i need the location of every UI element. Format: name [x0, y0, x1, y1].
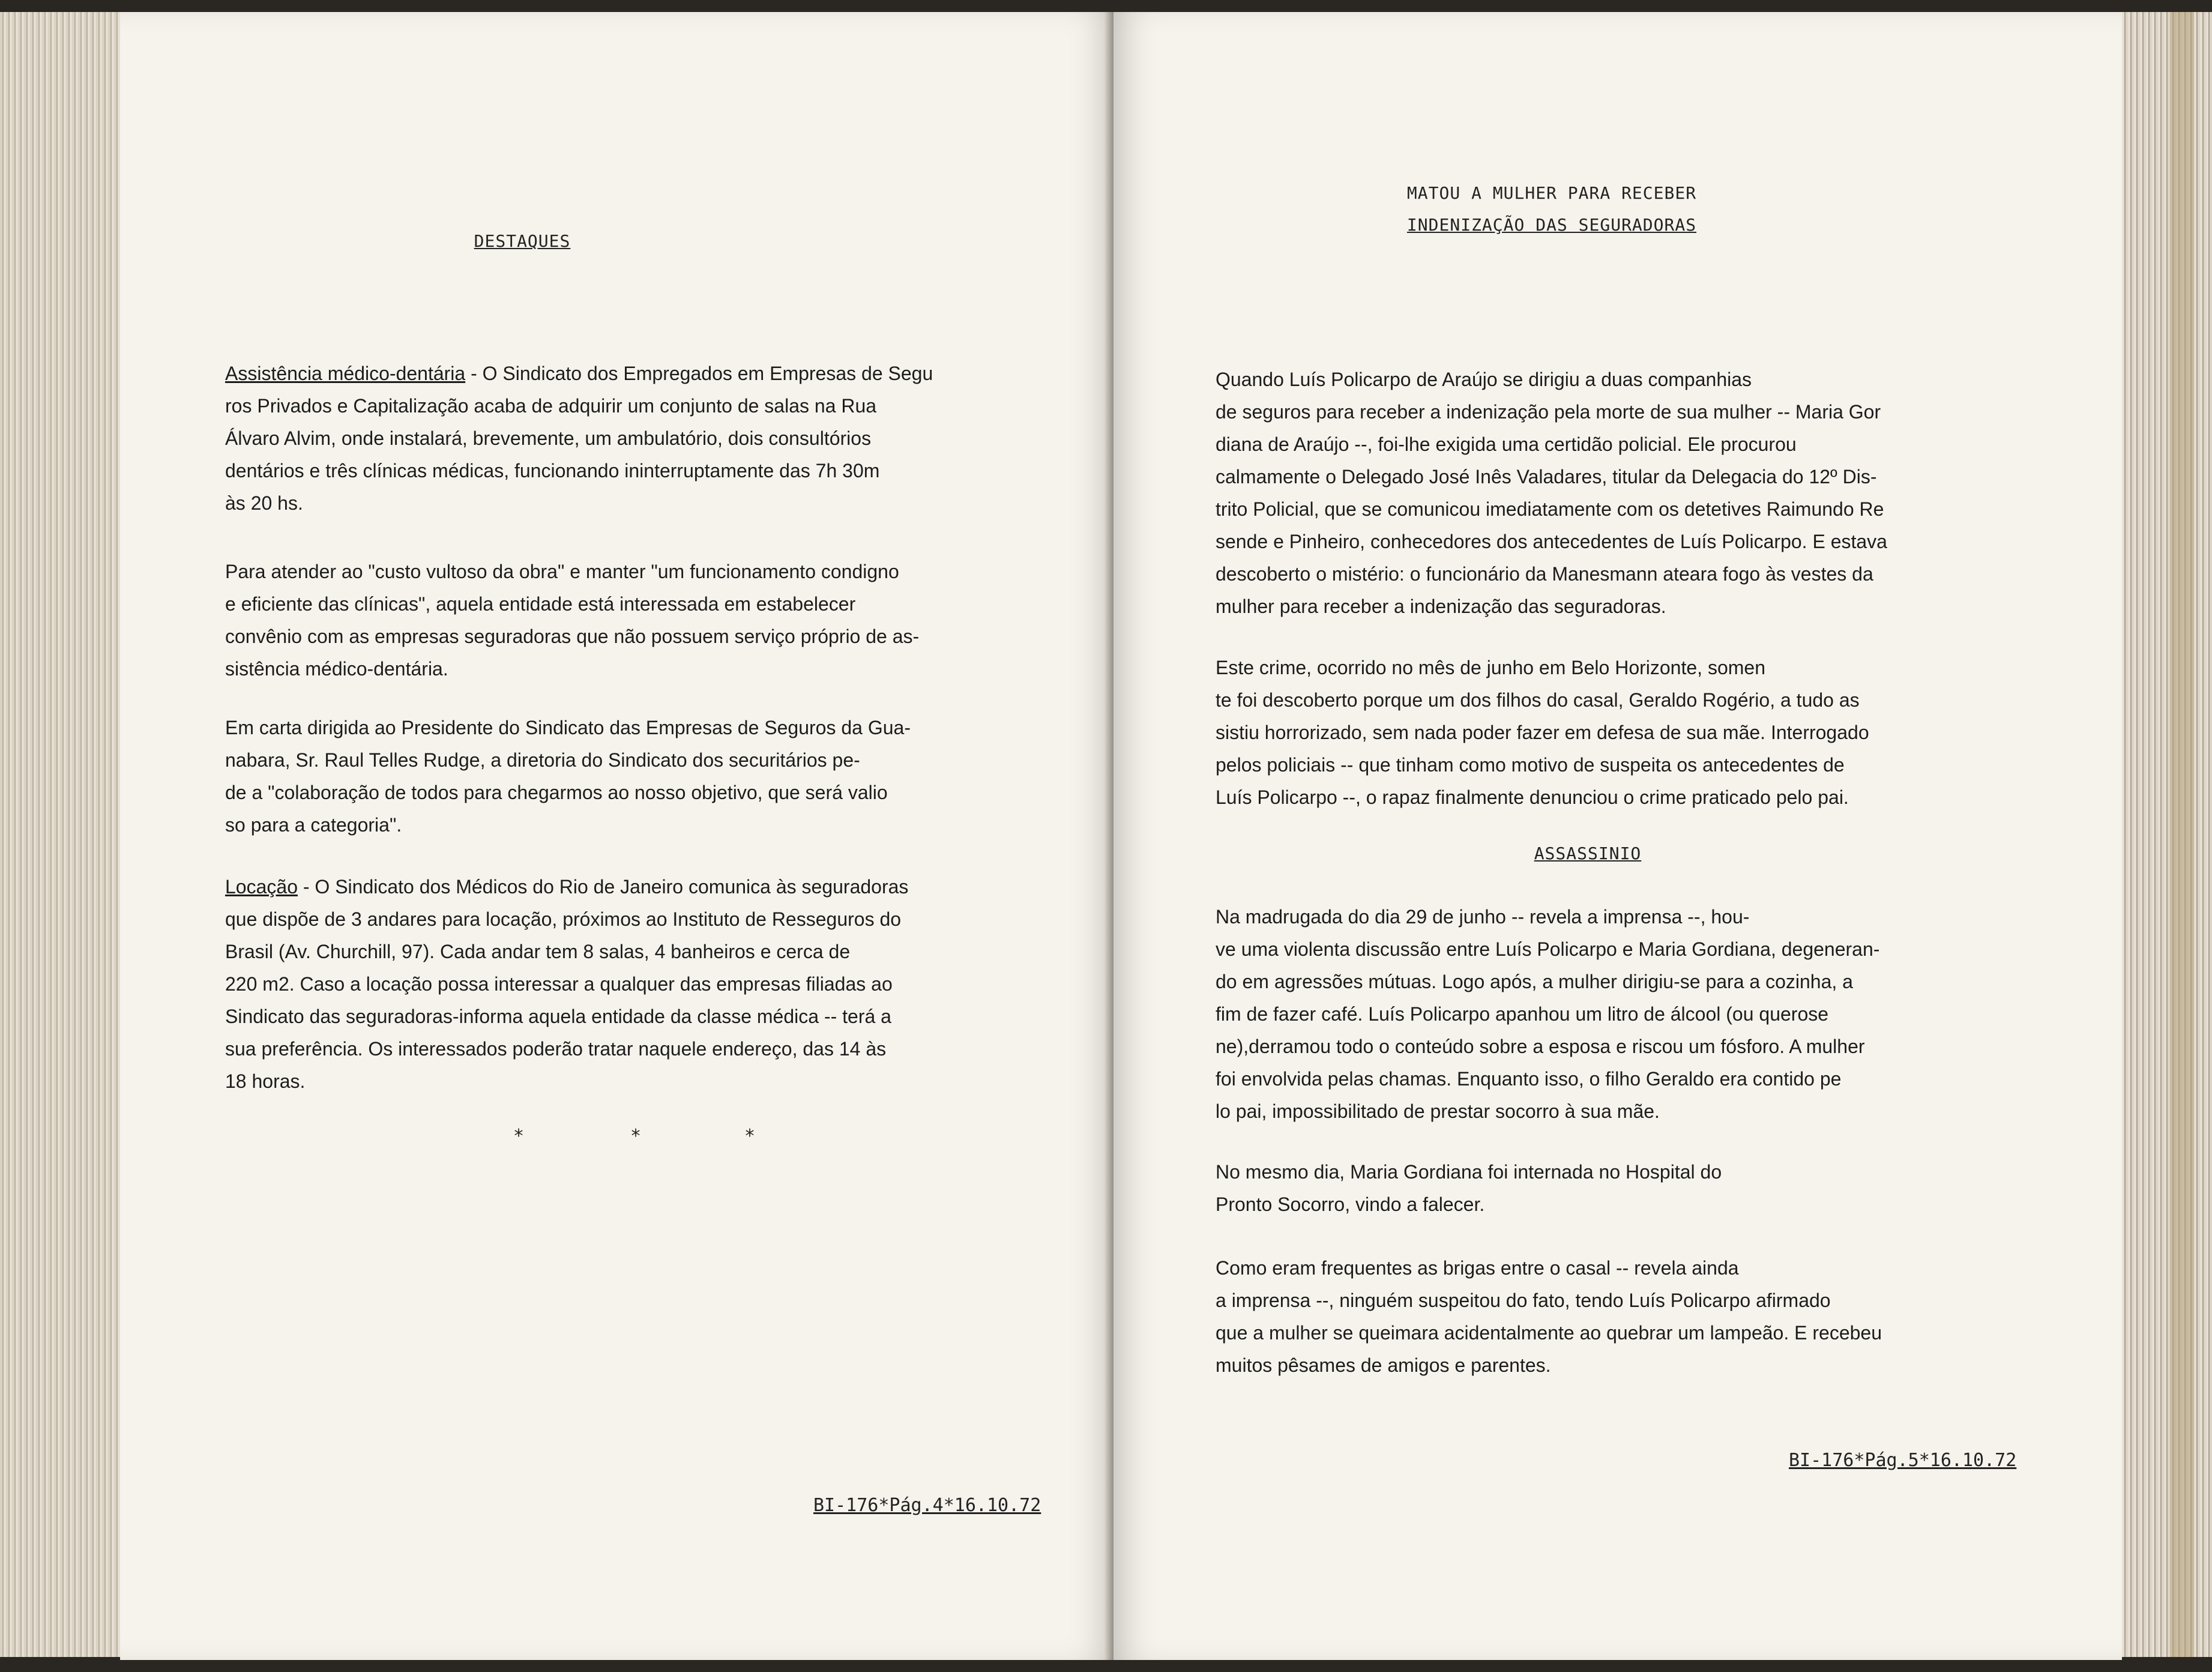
text-line: convênio com as empresas seguradoras que não possuem serviço próprio de as-: [225, 626, 920, 647]
separator-star: *: [513, 1126, 525, 1147]
text-line: Locação - O Sindicato dos Médicos do Rio de Janeiro comunica às seguradoras: [225, 876, 909, 898]
right-page-heading-line2: INDENIZAÇÃO DAS SEGURADORAS: [1406, 215, 1697, 235]
book-page-edges-left: [0, 12, 120, 1657]
text-line: Brasil (Av. Churchill, 97). Cada andar tem 8 salas, 4 banheiros e cerca de: [225, 941, 851, 962]
text-line: diana de Araújo --, foi-lhe exigida uma certidão policial. Ele procurou: [1216, 433, 1797, 455]
paragraph-lead: Assistência médico-dentária: [225, 363, 466, 384]
text-line: do em agressões mútuas. Logo após, a mulher dirigiu-se para a cozinha, a: [1216, 971, 1853, 992]
text-line: pelos policiais -- que tinham como motivo de suspeita os antecedentes de: [1216, 754, 1845, 776]
text-line: No mesmo dia, Maria Gordiana foi internada no Hospital do: [1216, 1161, 1722, 1183]
text-line: lo pai, impossibilitado de prestar socorro à sua mãe.: [1216, 1100, 1660, 1122]
text-line: sende e Pinheiro, conhecedores dos antecedentes de Luís Policarpo. E estava: [1216, 531, 1887, 552]
text-line: Quando Luís Policarpo de Araújo se dirigiu a duas companhias: [1216, 369, 1752, 390]
text-line: mulher para receber a indenização das seguradoras.: [1216, 596, 1666, 617]
left-paragraph-1: [225, 357, 1089, 519]
text-line: que dispõe de 3 andares para locação, próximos ao Instituto de Resseguros do: [225, 908, 902, 930]
text-line: Álvaro Alvim, onde instalará, brevemente, um ambulatório, dois consultórios: [225, 427, 872, 449]
text-line: te foi descoberto porque um dos filhos do casal, Geraldo Rogério, a tudo as: [1216, 689, 1860, 711]
page-footer-left: BI-176*Pág.4*16.10.72: [813, 1495, 1041, 1516]
right-paragraph-4: [1216, 1156, 2086, 1221]
text-line: Pronto Socorro, vindo a falecer.: [1216, 1194, 1485, 1215]
paragraph-lead: Locação: [225, 876, 298, 898]
separator-star: *: [744, 1126, 756, 1147]
text-line: calmamente o Delegado José Inês Valadares, titular da Delegacia do 12º Dis-: [1216, 466, 1877, 487]
left-page-heading: DESTAQUES: [474, 231, 571, 251]
right-page-heading-line1: MATOU A MULHER PARA RECEBER: [1406, 183, 1697, 203]
right-paragraph-5: [1216, 1252, 2086, 1381]
text-line: muitos pêsames de amigos e parentes.: [1216, 1354, 1551, 1376]
left-paragraph-2: [225, 555, 1089, 685]
text-line: nabara, Sr. Raul Telles Rudge, a diretoria do Sindicato dos securitários pe-: [225, 749, 860, 771]
text-line: ve uma violenta discussão entre Luís Policarpo e Maria Gordiana, degeneran-: [1216, 938, 1880, 960]
text-line: foi envolvida pelas chamas. Enquanto isso, o filho Geraldo era contido pe: [1216, 1068, 1842, 1090]
text-line: Luís Policarpo --, o rapaz finalmente denunciou o crime praticado pelo pai.: [1216, 786, 1849, 808]
text-line: a imprensa --, ninguém suspeitou do fato, tendo Luís Policarpo afirmado: [1216, 1290, 1831, 1311]
text-line: Na madrugada do dia 29 de junho -- revela a imprensa --, hou-: [1216, 906, 1750, 928]
text-line: so para a categoria".: [225, 814, 402, 836]
text-line: 220 m2. Caso a locação possa interessar a qualquer das empresas filiadas ao: [225, 973, 893, 995]
section-subheading: ASSASSINIO: [1534, 844, 1642, 863]
text-line: Assistência médico-dentária - O Sindicato dos Empregados em Empresas de Segu: [225, 363, 933, 384]
left-page: [120, 12, 1114, 1660]
text-line: descoberto o mistério: o funcionário da Manesmann ateara fogo às vestes da: [1216, 563, 1873, 585]
text-line: de seguros para receber a indenização pela morte de sua mulher -- Maria Gor: [1216, 401, 1881, 423]
text-line: Como eram frequentes as brigas entre o casal -- revela ainda: [1216, 1257, 1739, 1279]
text-line: sua preferência. Os interessados poderão tratar naquele endereço, das 14 às: [225, 1038, 887, 1060]
right-paragraph-3: [1216, 901, 2086, 1127]
right-paragraph-2: [1216, 651, 2086, 813]
text-line: ne),derramou todo o conteúdo sobre a esposa e riscou um fósforo. A mulher: [1216, 1036, 1865, 1057]
right-paragraph-1: [1216, 363, 2086, 623]
text-line: às 20 hs.: [225, 492, 303, 514]
text-line: trito Policial, que se comunicou imediatamente com os detetives Raimundo Re: [1216, 498, 1884, 520]
text-line: ros Privados e Capitalização acaba de adquirir um conjunto de salas na Rua: [225, 395, 877, 417]
text-line: que a mulher se queimara acidentalmente ao quebrar um lampeão. E recebeu: [1216, 1322, 1882, 1344]
left-paragraph-4: [225, 871, 1089, 1097]
left-paragraph-3: [225, 711, 1089, 841]
text-line: sistência médico-dentária.: [225, 658, 448, 680]
text-line: Este crime, ocorrido no mês de junho em Belo Horizonte, somen: [1216, 657, 1765, 678]
page-footer-right: BI-176*Pág.5*16.10.72: [1789, 1450, 2017, 1471]
text-line: sistiu horrorizado, sem nada poder fazer em defesa de sua mãe. Interrogado: [1216, 722, 1869, 743]
text-line: Em carta dirigida ao Presidente do Sindicato das Empresas de Seguros da Gua-: [225, 717, 911, 738]
text-line: fim de fazer café. Luís Policarpo apanhou um litro de álcool (ou querose: [1216, 1003, 1829, 1025]
text-line: de a "colaboração de todos para chegarmos ao nosso objetivo, que será valio: [225, 782, 888, 803]
text-line: 18 horas.: [225, 1070, 306, 1092]
text-line: Para atender ao "custo vultoso da obra" e manter "um funcionamento condigno: [225, 561, 899, 582]
book-page-edges-right: [2122, 12, 2212, 1657]
text-line: Sindicato das seguradoras-informa aquela entidade da classe médica -- terá a: [225, 1006, 891, 1027]
text-line: e eficiente das clínicas", aquela entidade está interessada em estabelecer: [225, 593, 856, 615]
separator-star: *: [630, 1126, 642, 1147]
text-line: dentários e três clínicas médicas, funcionando ininterruptamente das 7h 30m: [225, 460, 880, 481]
right-page: [1114, 12, 2122, 1660]
